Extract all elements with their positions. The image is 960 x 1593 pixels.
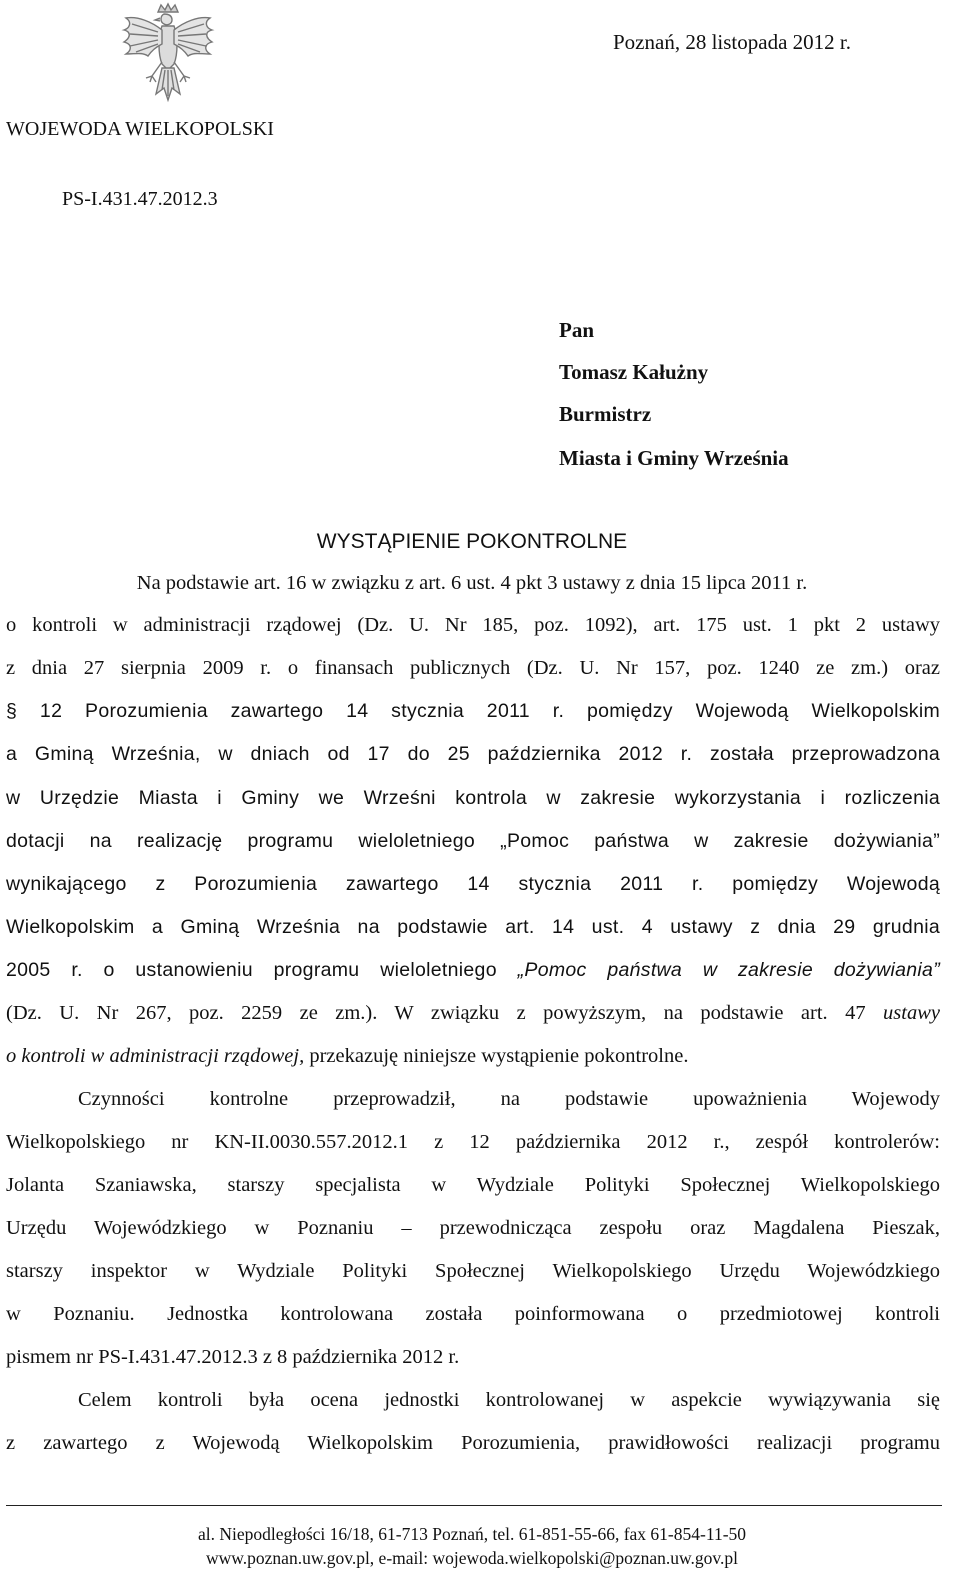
body-line: Czynności kontrolne przeprowadził, na podstawie upoważnienia Wojewody bbox=[78, 1088, 940, 1110]
body-line: z zawartego z Wojewodą Wielkopolskim Porozumienia, prawidłowości realizacji programu bbox=[6, 1432, 940, 1454]
body-line: pismem nr PS-I.431.47.2012.3 z 8 października 2012 r. bbox=[6, 1346, 460, 1368]
body-line: starszy inspektor w Wydziale Polityki Społecznej Wielkopolskiego Urzędu Wojewódzkiego bbox=[6, 1260, 940, 1282]
body-line: wynikającego z Porozumienia zawartego 14 stycznia 2011 r. pomiędzy Wojewodą bbox=[6, 873, 940, 895]
polish-eagle-emblem-icon bbox=[118, 2, 218, 104]
body-line: w Poznaniu. Jednostka kontrolowana została poinformowana o przedmiotowej kontroli bbox=[6, 1303, 940, 1325]
body-text: 2005 r. o ustanowieniu programu wieloletniego bbox=[6, 959, 518, 981]
body-line: Celem kontroli była ocena jednostki kontrolowanej w aspekcie wywiązywania się bbox=[78, 1389, 940, 1411]
addressee-salutation: Pan bbox=[559, 318, 595, 342]
body-line: Wielkopolskiego nr KN-II.0030.557.2012.1 z 12 października 2012 r., zespół kontrolerów: bbox=[6, 1131, 940, 1153]
body-line: Wielkopolskim a Gminą Września na podstawie art. 14 ust. 4 ustawy z dnia 29 grudnia bbox=[6, 916, 940, 938]
addressee-position: Burmistrz bbox=[559, 402, 652, 426]
act-title-italic: ustawy bbox=[883, 1002, 940, 1024]
body-text: przekazuję niniejsze wystąpienie pokontrolne. bbox=[304, 1045, 689, 1067]
case-signature: PS-I.431.47.2012.3 bbox=[62, 188, 218, 210]
issuing-office: WOJEWODA WIELKOPOLSKI bbox=[6, 118, 274, 140]
body-line: dotacji na realizację programu wieloletniego „Pomoc państwa w zakresie dożywiania” bbox=[6, 830, 940, 852]
body-line: w Urzędzie Miasta i Gminy we Wrześni kontrola w zakresie wykorzystania i rozliczenia bbox=[6, 787, 940, 809]
program-title-italic: „Pomoc państwa w zakresie dożywiania” bbox=[517, 959, 940, 981]
body-line: a Gminą Września, w dniach od 17 do 25 października 2012 r. została przeprowadzona bbox=[6, 743, 940, 765]
document-title: WYSTĄPIENIE POKONTROLNE bbox=[316, 530, 628, 553]
body-line: z dnia 27 sierpnia 2009 r. o finansach publicznych (Dz. U. Nr 157, poz. 1240 ze zm.) oraz bbox=[6, 657, 940, 679]
addressee-institution: Miasta i Gminy Września bbox=[559, 446, 789, 470]
body-line: o kontroli w administracji rządowej (Dz. U. Nr 185, poz. 1092), art. 175 ust. 1 pkt 2 ustawy bbox=[6, 614, 940, 636]
body-line: § 12 Porozumienia zawartego 14 stycznia 2011 r. pomiędzy Wojewodą Wielkopolskim bbox=[6, 700, 940, 722]
body-line bbox=[6, 959, 940, 989]
body-line: Na podstawie art. 16 w związku z art. 6 ust. 4 pkt 3 ustawy z dnia 15 lipca 2011 r. bbox=[136, 572, 808, 594]
footer-address: al. Niepodległości 16/18, 61-713 Poznań, tel. 61-851-55-66, fax 61-854-11-50 bbox=[197, 1524, 747, 1544]
body-line: Jolanta Szaniawska, starszy specjalista w Wydziale Polityki Społecznej Wielkopolskiego bbox=[6, 1174, 940, 1196]
addressee-name: Tomasz Kałużny bbox=[559, 360, 709, 384]
body-line: Urzędu Wojewódzkiego w Poznaniu – przewodnicząca zespołu oraz Magdalena Pieszak, bbox=[6, 1217, 940, 1239]
footer-contact: www.poznan.uw.gov.pl, e-mail: wojewoda.wielkopolski@poznan.uw.gov.pl bbox=[206, 1548, 738, 1568]
body-line bbox=[6, 1002, 940, 1032]
letter-date: Poznań, 28 listopada 2012 r. bbox=[613, 30, 851, 54]
act-title-italic: o kontroli w administracji rządowej, bbox=[6, 1045, 305, 1067]
body-line bbox=[6, 1045, 940, 1075]
footer-divider bbox=[6, 1505, 942, 1506]
body-text: (Dz. U. Nr 267, poz. 2259 ze zm.). W związku z powyższym, na podstawie art. 47 bbox=[6, 1002, 884, 1024]
